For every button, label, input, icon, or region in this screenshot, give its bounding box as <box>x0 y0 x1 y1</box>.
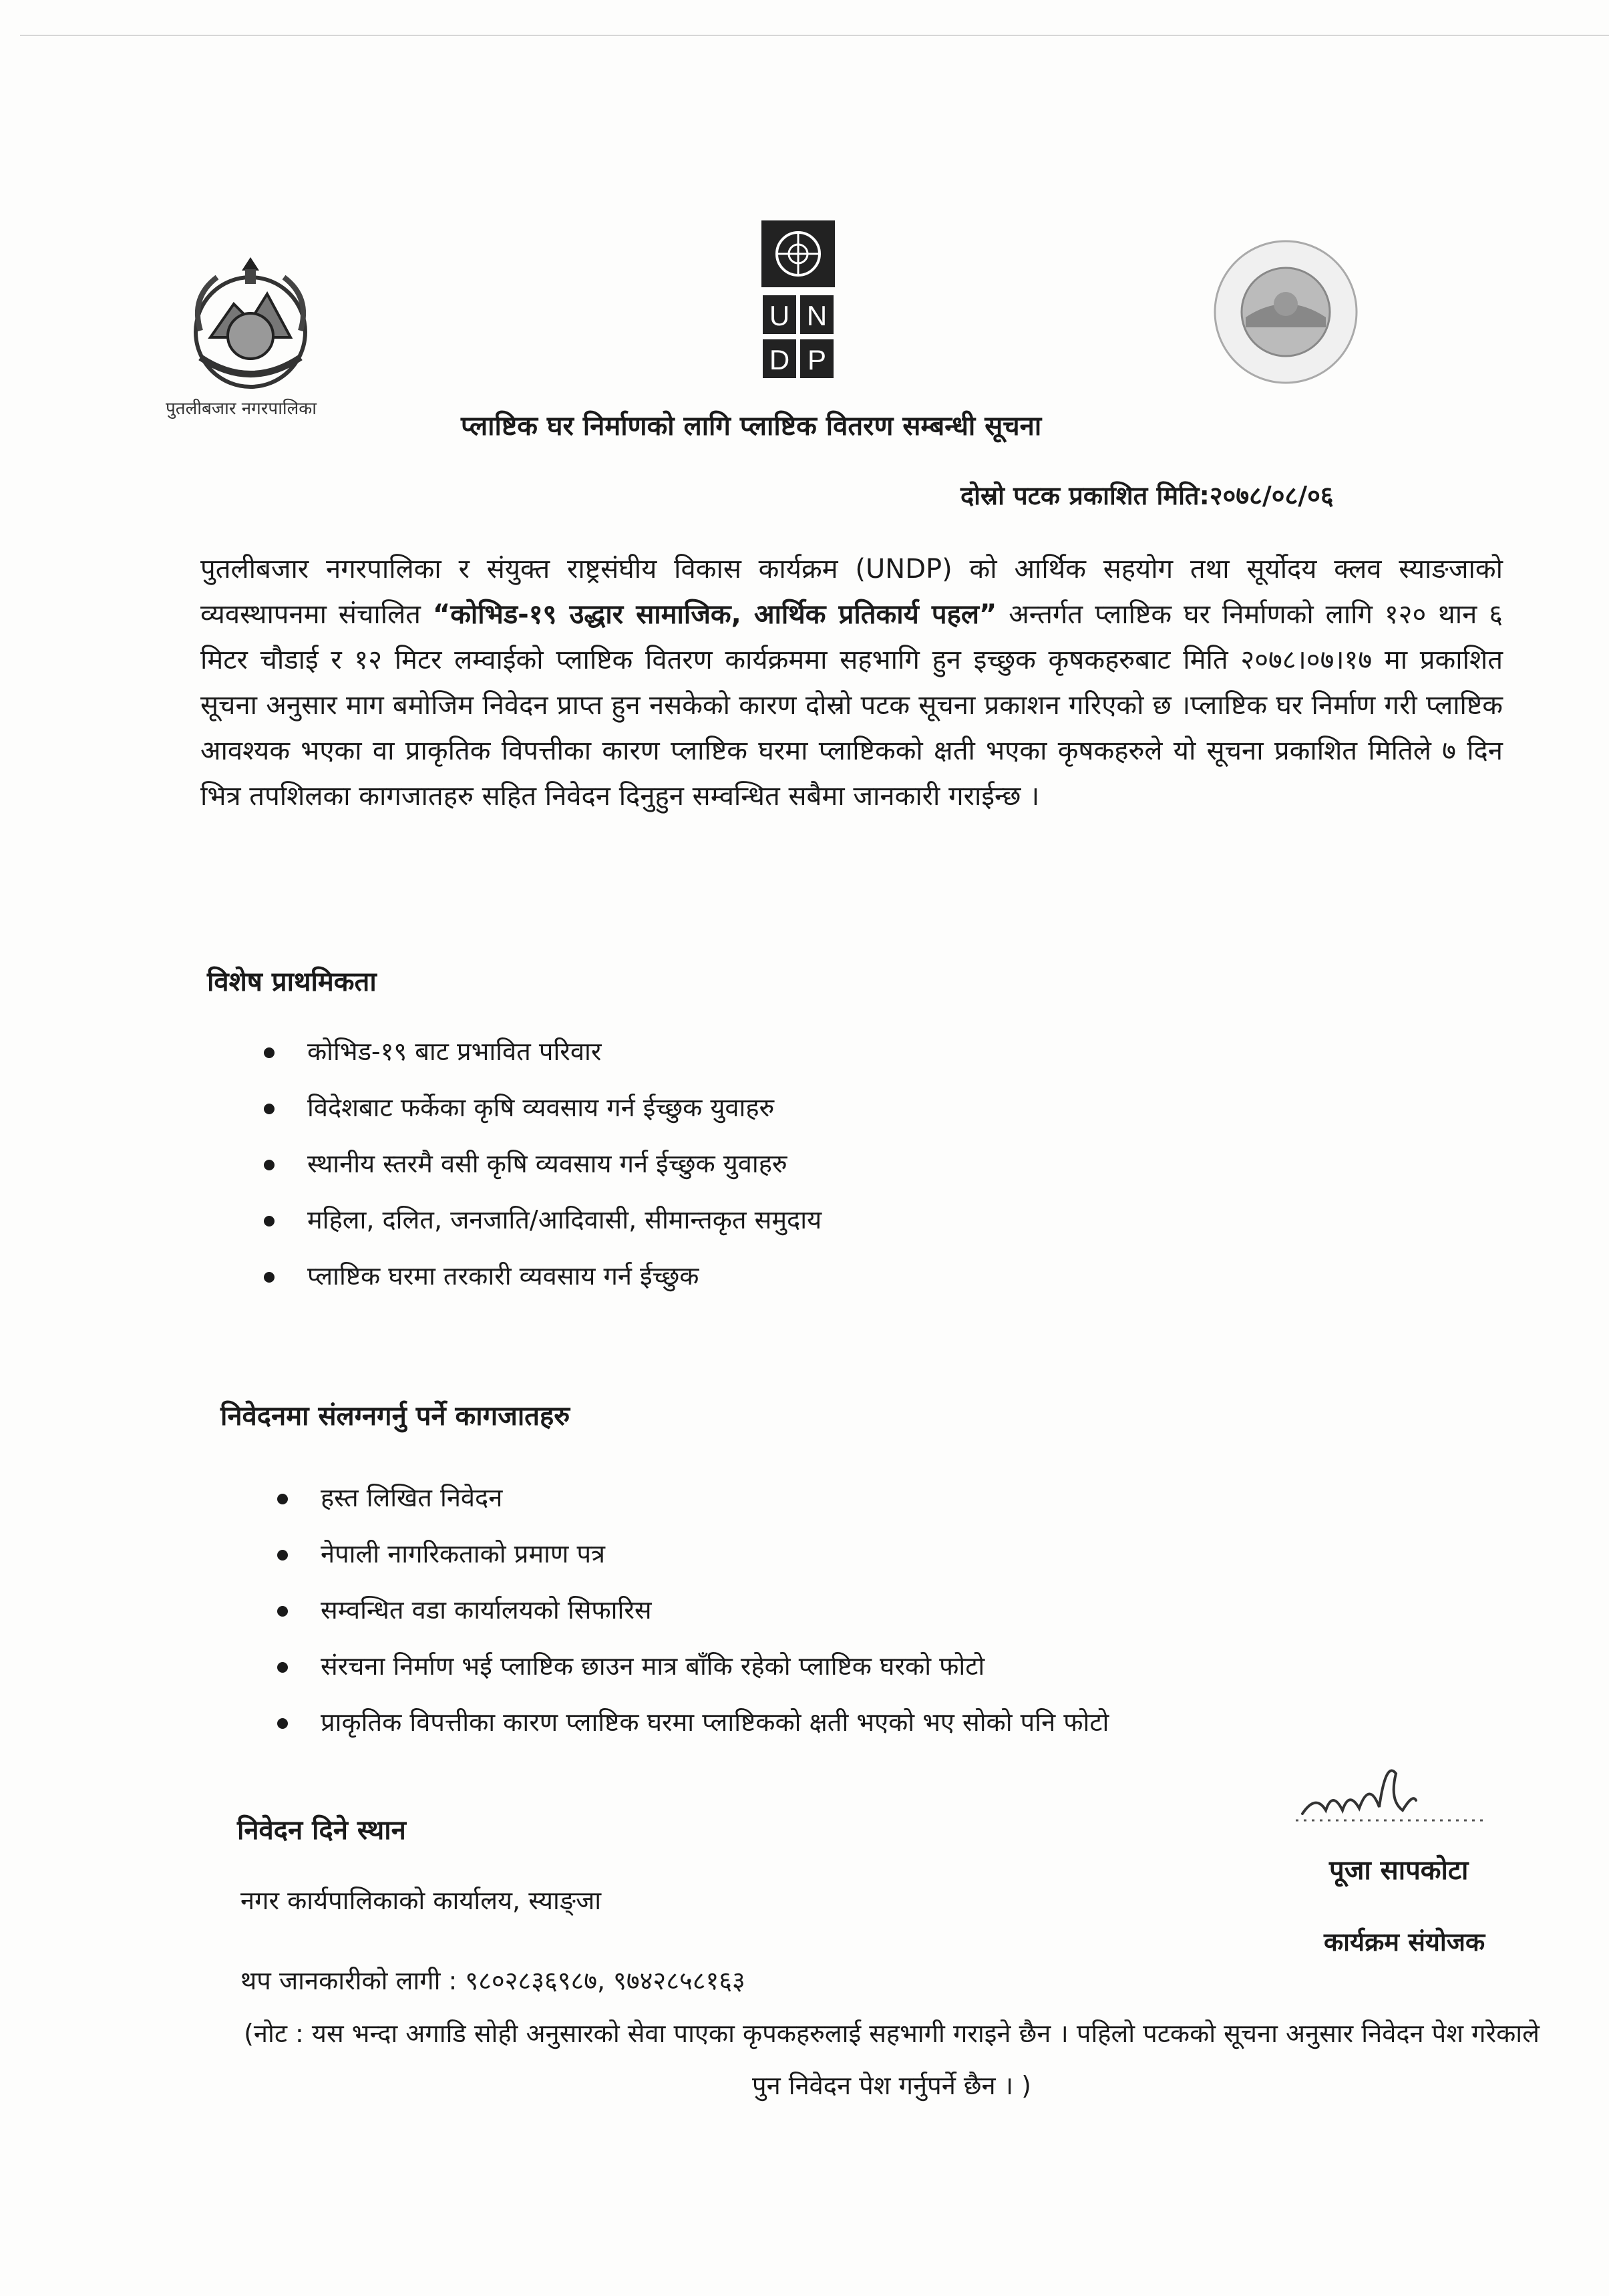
publish-date: दोस्रो पटक प्रकाशित मिति:२०७८/०८/०६ <box>960 481 1334 510</box>
priority-item: महिला, दलित, जनजाति/आदिवासी, सीमान्तकृत समुदाय <box>257 1192 822 1248</box>
priority-item: कोभिड-१९ बाट प्रभावित परिवार <box>257 1023 822 1080</box>
intro-text-part2: अन्तर्गत प्लाष्टिक घर निर्माणको लागि १२० थान ६ मिटर चौडाई र १२ मिटर लम्वाईको प्लाष्टिक वितरण कार्यक्रममा सहभागि हुन इच्छुक कृषकहरुबाट मिति २०७८।०७।१७ मा प्रकाशित सूचना अनुसार माग बमोजिम निवेदन प्राप्त हुन नसकेको कारण दोस्रो पटक सूचना प्रकाशन गरिएको छ ।प्लाष्टिक घर निर्माण गरी प्लाष्टिक आवश्यक भएका वा प्राकृतिक विपत्तीका कारण प्लाष्टिक घरमा प्लाष्टिकको क्षती भएका कृषकहरुले यो सूचना प्रकाशित मितिले ७ दिन भित्र तपशिलका कागजातहरु सहित निवेदन दिनुहुन सम्वन्धित सबैमा जानकारी गराईन्छ । <box>200 599 1503 812</box>
undp-letter-u: U <box>769 300 790 331</box>
priority-item: प्लाष्टिक घरमा तरकारी व्यवसाय गर्न ईच्छुक <box>257 1248 822 1304</box>
undp-letter-d: D <box>769 344 790 375</box>
undp-logo <box>761 220 835 381</box>
document-item: सम्वन्धित वडा कार्यालयको सिफारिस <box>271 1582 1109 1638</box>
priority-list <box>257 1023 822 1304</box>
municipality-caption: पुतलीबजार नगरपालिका <box>166 399 317 419</box>
document-item: हस्त लिखित निवेदन <box>271 1470 1109 1526</box>
notice-title: प्लाष्टिक घर निर्माणको लागि प्लाष्टिक वितरण सम्बन्धी सूचना <box>461 411 1042 442</box>
intro-paragraph <box>200 546 1503 819</box>
priority-item: विदेशबाट फर्केका कृषि व्यवसाय गर्न ईच्छुक युवाहरु <box>257 1080 822 1136</box>
scan-edge-line <box>20 35 1609 36</box>
priority-item: स्थानीय स्तरमै वसी कृषि व्यवसाय गर्न ईच्छुक युवाहरु <box>257 1136 822 1192</box>
document-item: प्राकृतिक विपत्तीका कारण प्लाष्टिक घरमा प्लाष्टिकको क्षती भएको भए सोको पनि फोटो <box>271 1694 1109 1750</box>
documents-list <box>271 1470 1109 1750</box>
contact-info: थप जानकारीको लागी : ९८०२८३६९८७, ९७४२८५८१६३ <box>240 1966 745 1995</box>
footnote: (नोट : यस भन्दा अगाडि सोही अनुसारको सेवा पाएका कृपकहरुलाई सहभागी गराइने छैन । पहिलो पटकको सूचना अनुसार निवेदन पेश गरेकाले पुन निवेदन पेश गर्नुपर्ने छैन । ) <box>244 2019 1540 2100</box>
location-heading: निवेदन दिने स्थान <box>237 1815 406 1846</box>
signatory-title: कार्यक्रम संयोजक <box>1324 1927 1485 1957</box>
document-item: नेपाली नागरिकताको प्रमाण पत्र <box>271 1526 1109 1582</box>
signatory-name: पूजा सापकोटा <box>1329 1855 1469 1886</box>
signature-mark <box>1296 1754 1483 1827</box>
documents-heading: निवेदनमा संलग्नगर्नु पर्ने कागजातहरु <box>220 1401 570 1432</box>
nepal-emblem-logo <box>180 257 321 397</box>
location-value: नगर कार्यपालिकाको कार्यालय, स्याङ्जा <box>240 1886 602 1915</box>
undp-letter-n: N <box>806 300 828 331</box>
club-seal-logo <box>1209 237 1363 387</box>
program-name-bold: “कोभिड-१९ उद्धार सामाजिक, आर्थिक प्रतिकार्य पहल” <box>432 599 997 630</box>
priority-heading: विशेष प्राथमिकता <box>207 967 377 997</box>
undp-letter-p: P <box>807 344 827 375</box>
intro-text-part1: पुतलीबजार नगरपालिका र संयुक्त राष्ट्रसंघीय विकास कार्यक्रम (UNDP) को आर्थिक सहयोग तथा सूर्योदय क्लव स्याङजाको व्यवस्थापनमा संचालित <box>200 554 1503 630</box>
document-item: संरचना निर्माण भई प्लाष्टिक छाउन मात्र बाँकि रहेको प्लाष्टिक घरको फोटो <box>271 1638 1109 1694</box>
